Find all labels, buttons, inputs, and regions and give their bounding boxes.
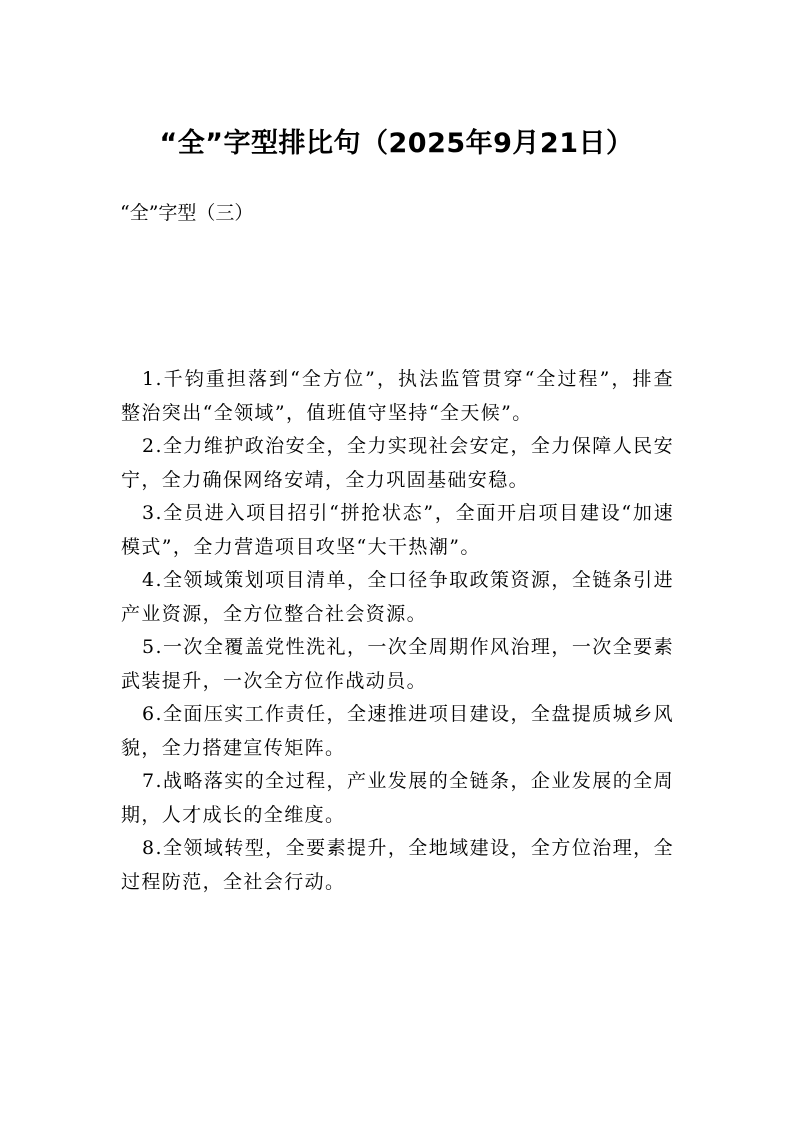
document-subtitle: “全”字型（三）: [120, 202, 254, 224]
paragraph-item-5: 5.一次全覆盖党性洗礼，一次全周期作风治理，一次全要素武装提升，一次全方位作战动员。: [121, 636, 674, 692]
paragraph-item-2: 2.全力维护政治安全，全力实现社会安定，全力保障人民安宁，全力确保网络安靖，全力巩固基础安稳。: [121, 435, 674, 491]
paragraph-item-3: 3.全员进入项目招引“拼抢状态”，全面开启项目建设“加速模式”，全力营造项目攻坚“大干热潮”。: [121, 502, 674, 558]
paragraph-item-6: 6.全面压实工作责任，全速推进项目建设，全盘提质城乡风貌，全力搭建宣传矩阵。: [121, 703, 674, 759]
paragraph-list: [121, 363, 674, 899]
paragraph-item-8: 8.全领域转型，全要素提升，全地域建设，全方位治理，全过程防范，全社会行动。: [121, 837, 674, 893]
document-title: “全”字型排比句（2025年9月21日）: [159, 128, 634, 159]
paragraph-item-7: 7.战略落实的全过程，产业发展的全链条，企业发展的全周期，人才成长的全维度。: [121, 770, 674, 826]
paragraph-item-1: 1.千钧重担落到“全方位”，执法监管贯穿“全过程”，排查整治突出“全领域”，值班值守坚持“全天候”。: [121, 368, 674, 424]
paragraph-item-4: 4.全领域策划项目清单，全口径争取政策资源，全链条引进产业资源，全方位整合社会资源。: [121, 569, 674, 625]
